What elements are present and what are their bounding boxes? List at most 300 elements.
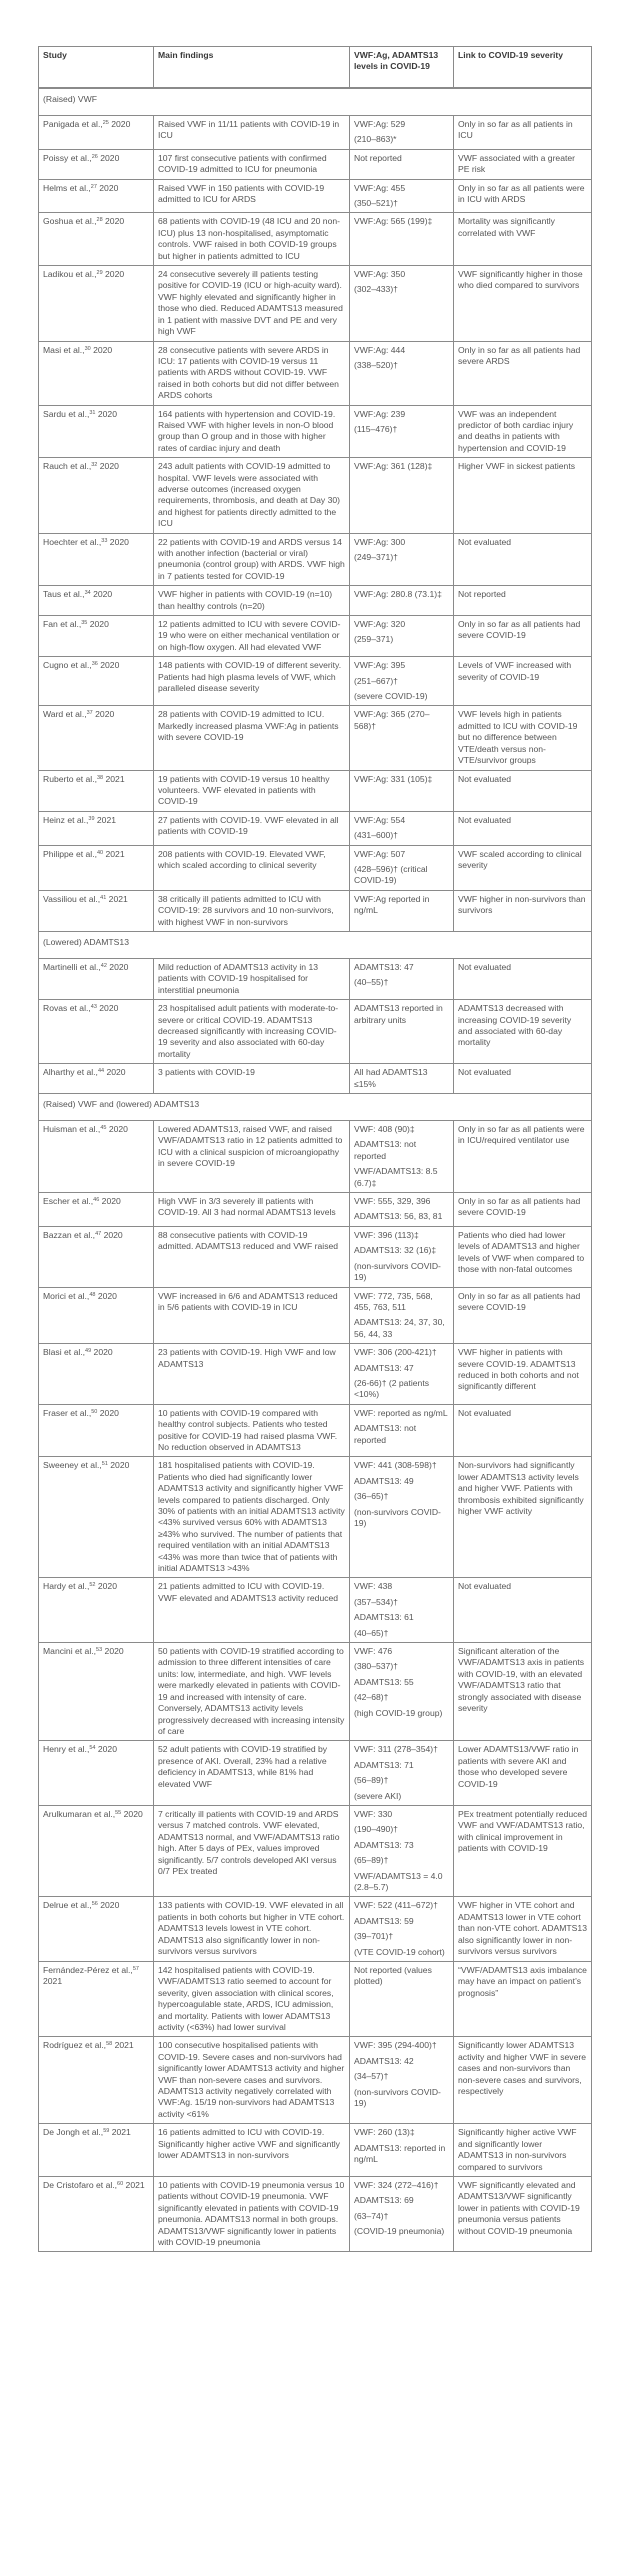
study-cell xyxy=(39,586,154,616)
study-year: 2020 xyxy=(95,408,117,419)
main-findings-cell: 148 patients with COVID-19 of different severity. Patients had high plasma levels of VWF, which paralleled disease severity xyxy=(154,657,350,706)
level-value: VWF: 306 (200-421)† xyxy=(354,1347,437,1358)
severity-link-cell: ADAMTS13 decreased with increasing COVID-19 severity and associated with 60-day mortality xyxy=(454,1000,592,1064)
levels-cell xyxy=(350,845,454,890)
severity-link-cell: Higher VWF in sickest patients xyxy=(454,458,592,533)
study-cell xyxy=(39,1193,154,1227)
table-row xyxy=(39,811,592,845)
main-findings-cell: 68 patients with COVID-19 (48 ICU and 20 non-ICU) plus 13 non-hospitalised, asymptomatic controls. VWF raised in both COVID-19 groups but higher in patients admitted to ICU xyxy=(154,213,350,266)
level-value: ADAMTS13: 71 xyxy=(354,1759,414,1770)
levels-cell xyxy=(350,149,454,179)
table-row xyxy=(39,1193,592,1227)
table-row xyxy=(39,213,592,266)
reference-number: 37 xyxy=(86,710,93,717)
level-value: (302–433)† xyxy=(354,284,398,295)
reference-number: 27 xyxy=(90,183,97,190)
level-value: VWF:Ag: 320 xyxy=(354,619,406,630)
severity-link-cell: Significantly higher active VWF and significantly lower ADAMTS13 in non-survivors compared to survivors xyxy=(454,2124,592,2177)
severity-link-cell: Only in so far as all patients were in ICU/required ventilator use xyxy=(454,1121,592,1193)
study-author: Cugno et al., xyxy=(43,660,92,671)
level-value: (36–65)† xyxy=(354,1491,389,1502)
level-value: VWF:Ag: 350 xyxy=(354,269,406,280)
reference-number: 42 xyxy=(100,962,107,969)
level-value: VWF: reported as ng/mL xyxy=(354,1407,448,1418)
levels-cell xyxy=(350,1741,454,1806)
severity-link-cell: Lower ADAMTS13/VWF ratio in patients with severe AKI and those who developed severe COVID-19 xyxy=(454,1741,592,1806)
level-value: ADAMTS13: 61 xyxy=(354,1612,414,1623)
reference-number: 56 xyxy=(91,1901,98,1908)
reference-number: 40 xyxy=(96,849,104,856)
reference-number: 46 xyxy=(93,1197,100,1204)
reference-number: 58 xyxy=(106,2041,113,2048)
study-cell xyxy=(39,533,154,586)
study-author: Panigada et al., xyxy=(43,119,103,129)
study-cell xyxy=(39,1287,154,1344)
study-cell xyxy=(39,1741,154,1806)
study-author: Escher et al., xyxy=(43,1196,94,1207)
main-findings-cell: 16 patients admitted to ICU with COVID-19. Significantly higher active VWF and significantly lower ADAMTS13 in non-survivors xyxy=(154,2124,350,2177)
severity-link-cell: Only in so far as all patients had severe COVID-19 xyxy=(454,1287,592,1344)
reference-number: 26 xyxy=(91,153,98,160)
level-value: VWF: 438 xyxy=(354,1581,393,1592)
table-row xyxy=(39,116,592,150)
reference-number: 52 xyxy=(89,1582,96,1589)
severity-link-cell: Not evaluated xyxy=(454,770,592,811)
level-value: (56–89)† xyxy=(354,1775,389,1786)
table-row xyxy=(39,179,592,213)
study-cell xyxy=(39,2037,154,2124)
level-value: VWF:Ag: 300 xyxy=(354,536,406,547)
levels-cell xyxy=(350,266,454,341)
levels-cell xyxy=(350,179,454,213)
severity-link-cell: Not evaluated xyxy=(454,533,592,586)
study-year: 2020 xyxy=(90,589,113,600)
study-author: Sweeney et al., xyxy=(43,1460,102,1471)
study-author: De Cristofaro et al., xyxy=(43,2179,118,2190)
study-author: Henry et al., xyxy=(43,1744,90,1755)
study-cell xyxy=(39,1578,154,1643)
table-row xyxy=(39,1064,592,1094)
table-row xyxy=(39,1121,592,1193)
level-value: ADAMTS13: 42 xyxy=(354,2055,414,2066)
levels-cell xyxy=(350,213,454,266)
levels-cell xyxy=(350,1121,454,1193)
table-row xyxy=(39,770,592,811)
level-value: ADAMTS13: 47 xyxy=(354,1362,414,1373)
header-main-findings: Main findings xyxy=(154,47,350,89)
study-year: 2020 xyxy=(90,344,113,355)
levels-cell xyxy=(350,2037,454,2124)
study-cell xyxy=(39,845,154,890)
level-value: VWF: 396 (113)‡ xyxy=(354,1229,419,1240)
level-value: (non-survivors COVID-19) xyxy=(354,2086,441,2109)
table-row xyxy=(39,405,592,458)
level-value: VWF: 476 xyxy=(354,1646,393,1657)
level-value: (severe COVID-19) xyxy=(354,691,428,702)
reference-number: 49 xyxy=(85,1348,92,1355)
main-findings-cell: 88 consecutive patients with COVID-19 admitted. ADAMTS13 reduced and VWF raised xyxy=(154,1226,350,1287)
level-value: (34–57)† xyxy=(354,2071,389,2082)
study-cell xyxy=(39,179,154,213)
study-cell xyxy=(39,1404,154,1457)
level-value: (350–521)† xyxy=(354,198,398,209)
levels-cell xyxy=(350,811,454,845)
severity-link-cell: VWF higher in patients with severe COVID-19. ADAMTS13 reduced in both cohorts and not significantly different xyxy=(454,1344,592,1405)
section-title: (Raised) VWF and (lowered) ADAMTS13 xyxy=(39,1094,592,1121)
study-cell xyxy=(39,2176,154,2251)
severity-link-cell: VWF associated with a greater PE risk xyxy=(454,149,592,179)
study-author: Blasi et al., xyxy=(43,1347,86,1358)
table-row xyxy=(39,2176,592,2251)
reference-number: 44 xyxy=(97,1068,105,1075)
reference-number: 59 xyxy=(103,2128,110,2135)
study-author: Ward et al., xyxy=(43,709,87,720)
level-value: VWF: 395 (294-400)† xyxy=(354,2040,437,2051)
severity-link-cell: Levels of VWF increased with severity of COVID-19 xyxy=(454,657,592,706)
table-row xyxy=(39,1741,592,1806)
severity-link-cell: VWF significantly elevated and ADAMTS13/VWF significantly lower in patients with COVID-19 pneumonia versus patients without COVID-19 pneumonia xyxy=(454,2176,592,2251)
level-value: (190–490)† xyxy=(354,1824,398,1835)
severity-link-cell: Significant alteration of the VWF/ADAMTS13 axis in patients with COVID-19, with an elevated VWF/ADAMTS13 ratio that strongly associated with disease severity xyxy=(454,1643,592,1741)
level-value: ADAMTS13: 47 xyxy=(354,961,414,972)
study-author: Ruberto et al., xyxy=(43,773,97,784)
reference-number: 31 xyxy=(89,409,96,416)
main-findings-cell: VWF increased in 6/6 and ADAMTS13 reduced in 5/6 patients with COVID-19 in ICU xyxy=(154,1287,350,1344)
main-findings-cell: 50 patients with COVID-19 stratified according to admission to three different intensities of care units: low, intermediate, and high. VWF levels were markedly elevated in patients with COVID-19 and increased with intensity of care. Conversely, ADAMTS13 activity levels progressively decreased with increasing intensity of care xyxy=(154,1643,350,1741)
level-value: (210–863)* xyxy=(354,134,397,145)
study-year: 2021 xyxy=(123,2179,145,2190)
level-value: VWF:Ag reported in ng/mL xyxy=(354,893,430,916)
levels-cell xyxy=(350,1962,454,2037)
study-cell xyxy=(39,341,154,405)
study-year: 2020 xyxy=(106,961,129,972)
table-row xyxy=(39,1897,592,1962)
level-value: (115–476)† xyxy=(354,423,398,434)
level-value: (high COVID-19 group) xyxy=(354,1707,443,1718)
levels-cell xyxy=(350,1805,454,1896)
reference-number: 30 xyxy=(84,345,91,352)
main-findings-cell: High VWF in 3/3 severely ill patients with COVID-19. All 3 had normal ADAMTS13 levels xyxy=(154,1193,350,1227)
study-cell xyxy=(39,770,154,811)
level-value: ADAMTS13: 24, 37, 30, 56, 44, 33 xyxy=(354,1317,445,1339)
reference-number: 25 xyxy=(102,120,109,126)
main-findings-cell: 19 patients with COVID-19 versus 10 healthy volunteers. VWF elevated in patients with COVID-19 xyxy=(154,770,350,811)
study-author: Helms et al., xyxy=(43,182,91,193)
table-row xyxy=(39,341,592,405)
severity-link-cell: VWF higher in non-survivors than survivors xyxy=(454,890,592,931)
main-findings-cell: 10 patients with COVID-19 pneumonia versus 10 patients without COVID-19 pneumonia. VWF significantly elevated in patients with COVID-19 pneumonia. ADAMTS13 normal in both groups. ADAMTS13/VWF significantly lower in patients with COVID-19 pneumonia xyxy=(154,2176,350,2251)
main-findings-cell: Lowered ADAMTS13, raised VWF, and raised VWF/ADAMTS13 ratio in 12 patients admitted to ICU with a clinical suspicion of microangiopathy in severe COVID-19 xyxy=(154,1121,350,1193)
main-findings-cell: 21 patients admitted to ICU with COVID-19. VWF elevated and ADAMTS13 activity reduced xyxy=(154,1578,350,1643)
study-author: Heinz et al., xyxy=(43,814,89,825)
table-header-row xyxy=(39,47,592,89)
severity-link-cell: Not evaluated xyxy=(454,811,592,845)
severity-link-cell: VWF levels high in patients admitted to ICU with COVID-19 but no difference between VTE/death versus non-VTE/survivor groups xyxy=(454,706,592,770)
severity-link-cell: VWF higher in VTE cohort and ADAMTS13 lower in VTE cohort than non-VTE cohort. ADAMTS13 also significantly lower in non-survivors versus survivors xyxy=(454,1897,592,1962)
study-cell xyxy=(39,1805,154,1896)
main-findings-cell: 142 hospitalised patients with COVID-19. VWF/ADAMTS13 ratio seemed to account for severity, given association with clinical scores, hypercoagulable state, ARDS, ICU admission, and mortality. Patients with lower ADAMTS13 activity (<63%) had lower survival xyxy=(154,1962,350,2037)
severity-link-cell: Mortality was significantly correlated with VWF xyxy=(454,213,592,266)
level-value: All had ADAMTS13 ≤15% xyxy=(354,1067,428,1089)
study-cell xyxy=(39,1897,154,1962)
levels-cell xyxy=(350,2176,454,2251)
study-year: 2020 xyxy=(95,1744,117,1755)
study-year: 2020 xyxy=(102,269,125,280)
reference-number: 34 xyxy=(84,590,91,597)
severity-link-cell: PEx treatment potentially reduced VWF and VWF/ADAMTS13 ratio, with clinical improvement in patients with COVID-19 xyxy=(454,1805,592,1896)
study-year: 2020 xyxy=(95,1290,117,1301)
study-cell xyxy=(39,1000,154,1064)
level-value: VWF:Ag: 365 (270–568)† xyxy=(354,709,430,731)
study-year: 2021 xyxy=(103,848,125,859)
study-year: 2021 xyxy=(43,1976,63,1987)
reference-number: 53 xyxy=(96,1647,103,1654)
level-value: (65–89)† xyxy=(354,1855,389,1866)
severity-link-cell: Not evaluated xyxy=(454,1404,592,1457)
level-value: (338–520)† xyxy=(354,359,398,370)
reference-number: 38 xyxy=(96,774,104,781)
study-year: 2020 xyxy=(87,619,109,630)
study-author: Mancini et al., xyxy=(43,1646,97,1657)
main-findings-cell: 38 critically ill patients admitted to ICU with COVID-19: 28 survivors and 10 non-survivors, with highest VWF in non-survivors xyxy=(154,890,350,931)
study-author: Fraser et al., xyxy=(43,1407,92,1418)
levels-cell xyxy=(350,1344,454,1405)
reference-number: 45 xyxy=(100,1125,107,1132)
study-cell xyxy=(39,1226,154,1287)
study-year: 2020 xyxy=(104,1067,126,1078)
level-value: VWF:Ag: 455 xyxy=(354,182,406,193)
table-row xyxy=(39,1226,592,1287)
study-author: Goshua et al., xyxy=(43,216,97,227)
study-year: 2020 xyxy=(101,1229,123,1240)
study-cell xyxy=(39,266,154,341)
study-year: 2021 xyxy=(112,2040,134,2051)
table-row xyxy=(39,1643,592,1741)
main-findings-cell: 208 patients with COVID-19. Elevated VWF, which scaled according to clinical severity xyxy=(154,845,350,890)
level-value: ADAMTS13 reported in arbitrary units xyxy=(354,1003,443,1025)
study-year: 2020 xyxy=(99,1196,121,1207)
level-value: (26-66)† (2 patients <10%) xyxy=(354,1377,429,1400)
section-title: (Lowered) ADAMTS13 xyxy=(39,931,592,958)
study-cell xyxy=(39,890,154,931)
main-findings-cell: 3 patients with COVID-19 xyxy=(154,1064,350,1094)
study-author: Philippe et al., xyxy=(43,848,97,859)
table-row xyxy=(39,890,592,931)
study-year: 2020 xyxy=(97,1900,120,1911)
level-value: VWF: 408 (90)‡ xyxy=(354,1124,415,1135)
level-value: ADAMTS13: 32 (16)‡ xyxy=(354,1245,437,1256)
main-findings-cell: 52 adult patients with COVID-19 stratified by presence of AKI. Overall, 23% had a relative deficiency in ADAMTS13, while 81% had elevated VWF xyxy=(154,1741,350,1806)
study-author: Rauch et al., xyxy=(43,461,92,472)
severity-link-cell: Only in so far as all patients in ICU xyxy=(454,116,592,150)
levels-cell xyxy=(350,2124,454,2177)
table-body xyxy=(39,88,592,2252)
level-value: VWF: 441 (308-598)† xyxy=(354,1460,437,1471)
study-year: 2020 xyxy=(107,1460,130,1471)
main-findings-cell: 23 hospitalised adult patients with moderate-to-severe or critical COVID-19. ADAMTS13 decreased significantly with increasing COVID-19 severity and also associated with 60-day mortality xyxy=(154,1000,350,1064)
section-title: (Raised) VWF xyxy=(39,88,592,116)
levels-cell xyxy=(350,1000,454,1064)
reference-number: 36 xyxy=(91,661,98,668)
main-findings-cell: 27 patients with COVID-19. VWF elevated in all patients with COVID-19 xyxy=(154,811,350,845)
study-cell xyxy=(39,213,154,266)
reference-number: 47 xyxy=(95,1230,102,1237)
main-findings-cell: 28 consecutive patients with severe ARDS in ICU: 17 patients with COVID-19 versus 11 patients with ARDS without COVID-19. VWF raised in both cohorts but did not differ between ARDS cohorts xyxy=(154,341,350,405)
level-value: (251–667)† xyxy=(354,675,398,686)
reference-number: 35 xyxy=(81,620,88,627)
table-row xyxy=(39,1404,592,1457)
severity-link-cell: Significantly lower ADAMTS13 activity and higher VWF in severe cases and non-survivors than non-severe cases and survivors, respectively xyxy=(454,2037,592,2124)
reference-number: 55 xyxy=(115,1809,122,1816)
main-findings-cell: 7 critically ill patients with COVID-19 and ARDS versus 7 matched controls. VWF elevated, ADAMTS13 normal, and VWF/ADAMTS13 ratio high. After 5 days of PEx, values improved significantly. 5/7 controls developed AKI versus 0/7 PEx treated xyxy=(154,1805,350,1896)
header-levels: VWF:Ag, ADAMTS13 levels in COVID-19 xyxy=(350,47,454,89)
study-author: Alharthy et al., xyxy=(43,1067,98,1078)
levels-cell xyxy=(350,657,454,706)
main-findings-cell: 181 hospitalised patients with COVID-19. Patients who died had significantly lower ADAMTS13 activity and significantly higher VWF levels compared to patients discharged. Only 30% of patients with an initial ADAMTS13 activity <43% survived versus 60% with ADAMTS13 ≥43% who survived. The number of patients that required ventilation with an initial ADAMTS13 <43% was more than twice that of patients with initial ADAMTS13 >43% xyxy=(154,1457,350,1578)
levels-cell xyxy=(350,533,454,586)
study-cell xyxy=(39,958,154,999)
level-value: (severe AKI) xyxy=(354,1790,402,1801)
study-year: 2020 xyxy=(107,536,129,547)
main-findings-cell: 133 patients with COVID-19. VWF elevated in all patients in both cohorts but higher in VTE cohort. ADAMTS13 levels lowest in VTE cohort. ADAMTS13 also significantly lower in non-survivors versus survivors xyxy=(154,1897,350,1962)
level-value: (63–74)† xyxy=(354,2210,389,2221)
section-row xyxy=(39,88,592,116)
level-value: VWF:Ag: 280.8 (73.1)‡ xyxy=(354,589,442,600)
reference-number: 43 xyxy=(90,1004,97,1011)
level-value: (259–371) xyxy=(354,634,394,645)
level-value: (40–55)† xyxy=(354,977,389,988)
study-year: 2020 xyxy=(108,119,131,129)
levels-cell xyxy=(350,770,454,811)
main-findings-cell: 164 patients with hypertension and COVID-19. Raised VWF with higher levels in non-O blood group than O group and in those with higher rates of cardiac injury and death xyxy=(154,405,350,458)
reference-number: 54 xyxy=(89,1745,96,1752)
study-author: Vassiliou et al., xyxy=(43,893,101,904)
study-author: Rovas et al., xyxy=(43,1003,91,1014)
main-findings-cell: Raised VWF in 150 patients with COVID-19 admitted to ICU for ARDS xyxy=(154,179,350,213)
main-findings-cell: 28 patients with COVID-19 admitted to ICU. Markedly increased plasma VWF:Ag in patients with severe COVID-19 xyxy=(154,706,350,770)
main-findings-cell: 10 patients with COVID-19 compared with healthy control subjects. Patients who tested positive for COVID-19 had raised plasma VWF. No reduction observed in ADAMTS13 xyxy=(154,1404,350,1457)
study-cell xyxy=(39,1962,154,2037)
table-row xyxy=(39,616,592,657)
levels-cell xyxy=(350,1064,454,1094)
level-value: VWF: 324 (272–416)† xyxy=(354,2179,439,2190)
table-row xyxy=(39,1962,592,2037)
study-year: 2020 xyxy=(97,1407,119,1418)
level-value: (non-survivors COVID-19) xyxy=(354,1506,441,1528)
study-cell xyxy=(39,1121,154,1193)
level-value: ADAMTS13: 59 xyxy=(354,1915,414,1926)
level-value: VWF/ADAMTS13 = 4.0 (2.8–5.7) xyxy=(354,1870,443,1892)
levels-cell xyxy=(350,341,454,405)
level-value: VWF:Ag: 565 (199)‡ xyxy=(354,216,433,227)
study-year: 2020 xyxy=(96,182,119,193)
reference-number: 28 xyxy=(96,217,103,224)
reference-number: 50 xyxy=(91,1408,98,1415)
study-cell xyxy=(39,149,154,179)
severity-link-cell: Only in so far as all patients had severe COVID-19 xyxy=(454,1193,592,1227)
study-author: Taus et al., xyxy=(43,589,85,600)
study-year: 2021 xyxy=(94,814,117,825)
main-findings-cell: 107 first consecutive patients with confirmed COVID-19 admitted to ICU for pneumonia xyxy=(154,149,350,179)
study-cell xyxy=(39,1344,154,1405)
level-value: ADAMTS13: 69 xyxy=(354,2195,414,2206)
reference-number: 39 xyxy=(88,815,95,822)
level-value: (249–371)† xyxy=(354,552,398,562)
study-author: Delrue et al., xyxy=(43,1900,92,1911)
severity-link-cell: “VWF/ADAMTS13 axis imbalance may have an impact on patient’s prognosis” xyxy=(454,1962,592,2037)
study-year: 2020 xyxy=(97,152,120,163)
level-value: VWF: 260 (13)‡ xyxy=(354,2127,415,2138)
study-author: Martinelli et al., xyxy=(43,961,101,972)
levels-cell xyxy=(350,1643,454,1741)
table-row xyxy=(39,845,592,890)
level-value: VWF:Ag: 554 xyxy=(354,814,406,825)
levels-cell xyxy=(350,1897,454,1962)
study-cell xyxy=(39,2124,154,2177)
severity-link-cell: Not evaluated xyxy=(454,1064,592,1094)
main-findings-cell: 12 patients admitted to ICU with severe COVID-19 who were on either mechanical ventilation or on high-flow oxygen. All had elevated VWF xyxy=(154,616,350,657)
level-value: VWF:Ag: 395 xyxy=(354,660,406,671)
level-value: (357–534)† xyxy=(354,1596,398,1607)
study-cell xyxy=(39,458,154,533)
severity-link-cell: Patients who died had lower levels of ADAMTS13 and higher levels of VWF when compared to those with non-fatal outcomes xyxy=(454,1226,592,1287)
study-cell xyxy=(39,657,154,706)
section-row xyxy=(39,1094,592,1121)
level-value: (40–65)† xyxy=(354,1627,389,1638)
study-cell xyxy=(39,811,154,845)
study-author: Masi et al., xyxy=(43,344,85,355)
table-row xyxy=(39,1805,592,1896)
levels-cell xyxy=(350,1226,454,1287)
levels-cell xyxy=(350,116,454,150)
reference-number: 51 xyxy=(101,1461,108,1468)
study-author: Hoechter et al., xyxy=(43,536,102,547)
level-value: (39–701)† xyxy=(354,1931,394,1942)
level-value: VWF:Ag: 331 (105)‡ xyxy=(354,773,433,784)
level-value: ADAMTS13: 55 xyxy=(354,1676,414,1687)
severity-link-cell: Only in so far as all patients had severe ARDS xyxy=(454,341,592,405)
reference-number: 33 xyxy=(101,537,108,544)
reference-number: 57 xyxy=(132,1966,139,1972)
table-row xyxy=(39,1578,592,1643)
table-row xyxy=(39,458,592,533)
levels-cell xyxy=(350,958,454,999)
study-author: Huisman et al., xyxy=(43,1124,101,1135)
study-author: Arulkumaran et al., xyxy=(43,1808,116,1819)
level-value: ADAMTS13: 73 xyxy=(354,1839,414,1850)
table-row xyxy=(39,1287,592,1344)
severity-link-cell: VWF was an independent predictor of both cardiac injury and deaths in patients with hypertension and COVID-19 xyxy=(454,405,592,458)
reference-number: 41 xyxy=(100,894,107,901)
study-year: 2020 xyxy=(97,660,120,671)
levels-cell xyxy=(350,458,454,533)
reference-number: 60 xyxy=(117,2180,124,2187)
table-row xyxy=(39,149,592,179)
study-cell xyxy=(39,1064,154,1094)
main-findings-cell: 100 consecutive hospitalised patients with COVID-19. Severe cases and non-survivors had significantly lower ADAMTS13 activity and higher VWF than non-severe cases and survivors. ADAMTS13 activity negatively correlated with VWF:Ag. 15/19 non-survivors had ADAMTS13 activity <61% xyxy=(154,2037,350,2124)
study-author: Fan et al., xyxy=(43,619,82,630)
main-findings-cell: 24 consecutive severely ill patients testing positive for COVID-19 (ICU or high-acuity ward). VWF highly elevated and significantly higher in those who died. Reduced ADAMTS13 measured in 1 patient with massive DVT and PE and very high VWF xyxy=(154,266,350,341)
level-value: (non-survivors COVID-19) xyxy=(354,1260,441,1283)
table-row xyxy=(39,706,592,770)
levels-cell xyxy=(350,1193,454,1227)
level-value: Not reported xyxy=(354,152,402,163)
levels-cell xyxy=(350,890,454,931)
level-value: VWF: 311 (278–354)† xyxy=(354,1744,438,1755)
reference-number: 32 xyxy=(91,462,98,469)
level-value: VWF: 522 (411–672)† xyxy=(354,1900,438,1911)
level-value: (431–600)† xyxy=(354,830,398,841)
